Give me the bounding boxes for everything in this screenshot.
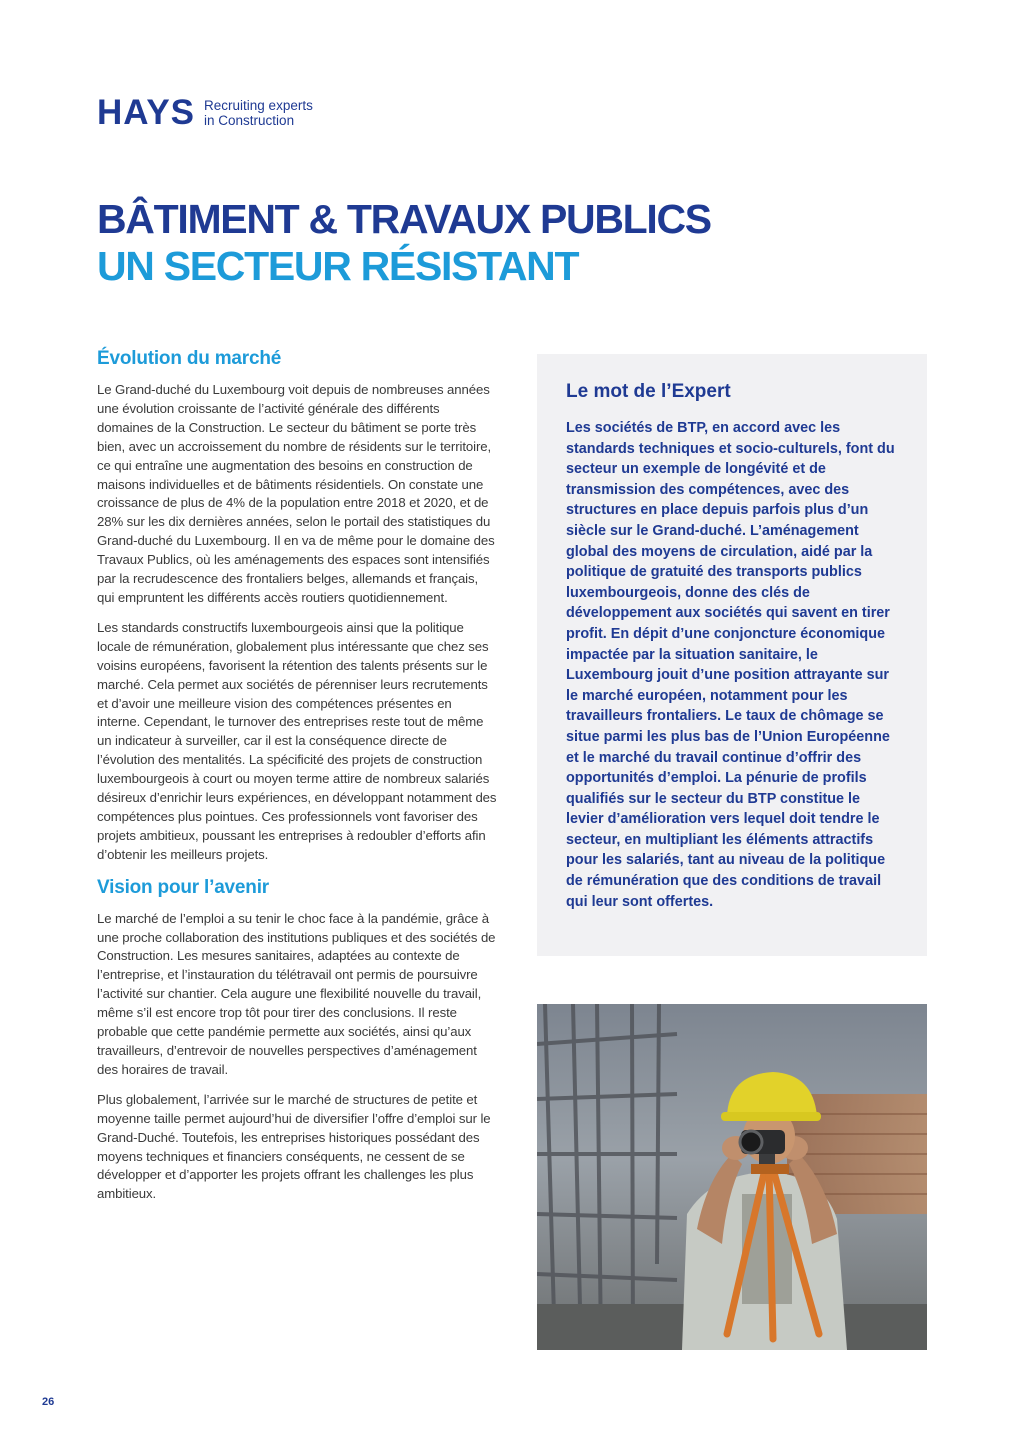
section-vision-paragraph-1: Le marché de l’emploi a su tenir le choc face à la pandémie, grâce à une proche collaboration des institutions publiques et des sociétés de Construction. Les mesures sanitaires, adaptées au contexte de l’entreprise, et l’instauration du télétravail ont permis de poursuivre l’activité sur chantier. Cela augure une flexibilité nouvelle du travail, même s’il est encore trop tôt pour tirer des conclusions. Il reste probable que cette pandémie permette aux sociétés, ainsi qu’aux travailleurs, d’entrevoir de nouvelles perspectives d’aménagement des horaires de travail. (97, 910, 496, 1077)
left-column (97, 347, 497, 1215)
expert-box (537, 354, 927, 956)
logo-wordmark: HAYS (97, 93, 196, 132)
surveyor-photo-icon (537, 1004, 927, 1350)
page-number: 26 (42, 1396, 55, 1408)
page-title (97, 196, 711, 290)
section-market-paragraph-2: Les standards constructifs luxembourgeois ainsi que la politique locale de rémunération, globalement plus intéressante que chez ses voisins européens, favorisent la rétention des talents présents sur le marché. Cela permet aux sociétés de pérenniser leurs recrutements et d’avoir une meilleure vision des compétences présentes en interne. Cependant, le turnover des entreprises reste tout de même un indicateur à surveiller, car il est la conséquence directe de l’évolution des mentalités. La spécificité des projets de construction luxembourgeois à court ou moyen terme attire de nombreux salariés désireux d’enrichir leurs expériences, en développant notamment des compétences plus pointues. Ces professionnels vont favoriser des projets ambitieux, poussant les entreprises à redoubler d’efforts afin d’obtenir les meilleurs projets. (97, 619, 497, 862)
section-market-paragraph-1: Le Grand-duché du Luxembourg voit depuis de nombreuses années une évolution croissante de l’activité générale des différents domaines de la Construction. Le secteur du bâtiment se porte très bien, avec un accroissement du nombre de résidents sur le territoire, ce qui entraîne une augmentation des besoins en construction de maisons individuelles et de bâtiments résidentiels. On constate une croissance de plus de 4% de la population entre 2018 et 2020, et de 28% sur les dix dernières années, selon le portail des statistiques du Grand-duché du Luxembourg. Il en va de même pour le domaine des Travaux Publics, où les aménagements des espaces sont intensifiés par la recrudescence des frontaliers belges, allemands et français, qui empruntent les différents accès routiers quotidiennement. (97, 382, 495, 605)
page-title-line2: UN SECTEUR RÉSISTANT (97, 243, 579, 289)
hays-logo (97, 93, 313, 132)
section-heading-vision: Vision pour l’avenir (97, 876, 269, 898)
section-heading-market: Évolution du marché (97, 348, 282, 369)
logo-tagline (204, 98, 313, 128)
section-vision-paragraph-2: Plus globalement, l’arrivée sur le marché de structures de petite et moyenne taille permet aujourd’hui de diversifier l’offre d’emploi sur le Grand-Duché. Toutefois, les entreprises historiques possédant des moyens techniques et financiers conséquents, ne cessent de se développer et d’apporter les projets offrant les challenges les plus ambitieux. (97, 1091, 491, 1202)
logo-tagline-line1: Recruiting experts (204, 98, 313, 113)
expert-heading: Le mot de l’Expert (566, 381, 731, 402)
logo-tagline-line2: in Construction (204, 113, 295, 128)
expert-text: Les sociétés de BTP, en accord avec les standards techniques et socio-culturels, font du secteur un exemple de longévité et de transmission des compétences, avec des structures en place depuis parfois plus d’un siècle sur le Grand-duché. L’aménagement global des moyens de circulation, aidé par la politique de gratuité des transports publics luxembourgeois, donne des clés de développement aux sociétés qui savent en tirer profit. En dépit d’une conjoncture économique impactée par la situation sanitaire, le Luxembourg jouit d’une position attrayante sur le marché européen, notamment pour les travailleurs frontaliers. Le taux de chômage se situe parmi les plus bas de l’Union Européenne et le marché du travail continue d’offrir des opportunités d’emploi. La pénurie de profils qualifiés sur le secteur du BTP constitue le levier d’amélioration vers lequel doit tendre le secteur, en multipliant les éléments attractifs pour les salariés, tant au niveau de la politique de rémunération que des conditions de travail qui leur sont offertes. (566, 420, 895, 910)
page-title-line1: BÂTIMENT & TRAVAUX PUBLICS (97, 196, 711, 242)
